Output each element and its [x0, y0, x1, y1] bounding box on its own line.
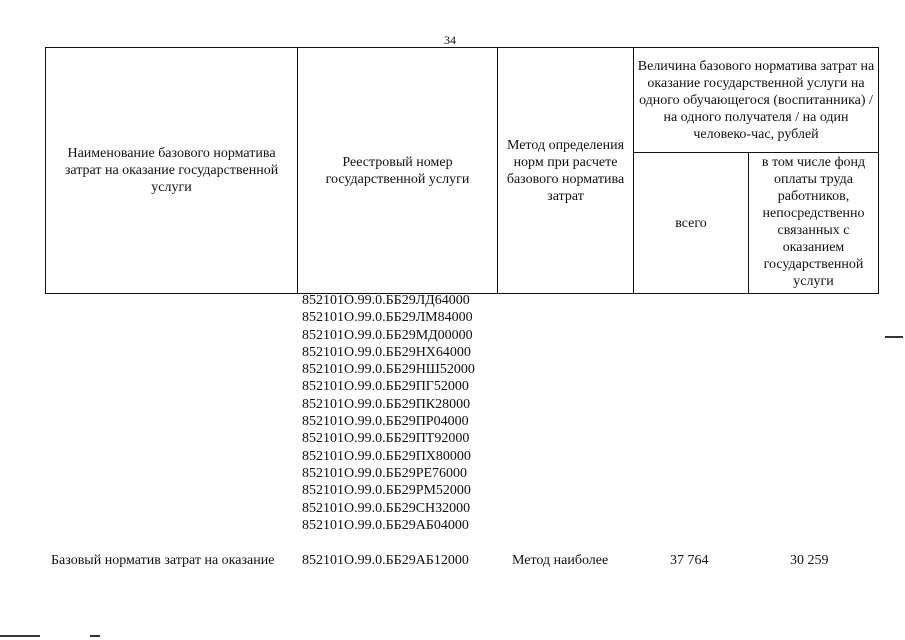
- page-number: 34: [444, 33, 456, 47]
- scan-mark: [0, 635, 40, 637]
- header-total-cell: всего: [634, 153, 749, 294]
- margin-mark: [885, 336, 903, 338]
- registry-code: 852101О.99.0.ББ29ЛМ84000: [302, 310, 473, 326]
- registry-code: 852101О.99.0.ББ29РЕ76000: [302, 465, 468, 481]
- header-registry-cell: Реестровый номер государственной услуги: [298, 48, 498, 294]
- row-payroll-value: 30 259: [790, 553, 829, 568]
- header-method-cell: Метод определения норм при расчете базового норматива затрат: [498, 48, 634, 294]
- row-registry-code: 852101О.99.0.ББ29АБ12000: [302, 553, 469, 568]
- registry-code: 852101О.99.0.ББ29ПК28000: [302, 396, 471, 412]
- registry-code: 852101О.99.0.ББ29ПР04000: [302, 414, 469, 430]
- registry-code: 852101О.99.0.ББ29ПТ92000: [302, 431, 470, 447]
- registry-code: 852101О.99.0.ББ29НШ52000: [302, 362, 475, 378]
- registry-code: 852101О.99.0.ББ29ПГ52000: [302, 379, 469, 395]
- header-value-cell: Величина базового норматива затрат на оказание государственной услуги на одного обучающегося (воспитанника) / на одного получателя / на один человеко-час, рублей: [634, 48, 879, 153]
- registry-code: 852101О.99.0.ББ29МД00000: [302, 327, 473, 343]
- registry-code: 852101О.99.0.ББ29ЛД64000: [302, 293, 470, 308]
- header-table: [45, 47, 879, 294]
- registry-code: 852101О.99.0.ББ29НХ64000: [302, 344, 471, 360]
- registry-code-list: [302, 292, 475, 534]
- header-payroll-cell: в том числе фонд оплаты труда работников, непосредственно связанных с оказанием государственной услуги: [749, 153, 879, 294]
- registry-code: 852101О.99.0.ББ29СН32000: [302, 500, 471, 516]
- row-method: Метод наиболее: [512, 553, 609, 568]
- registry-code: 852101О.99.0.ББ29АБ04000: [302, 517, 469, 533]
- registry-code: 852101О.99.0.ББ29ПХ80000: [302, 448, 471, 464]
- row-norm-label: Базовый норматив затрат на оказание: [51, 553, 275, 568]
- header-name-cell: Наименование базового норматива затрат на оказание государственной услуги: [46, 48, 298, 294]
- scan-mark: [90, 635, 100, 637]
- row-total-value: 37 764: [670, 553, 709, 568]
- registry-code: 852101О.99.0.ББ29РМ52000: [302, 483, 471, 499]
